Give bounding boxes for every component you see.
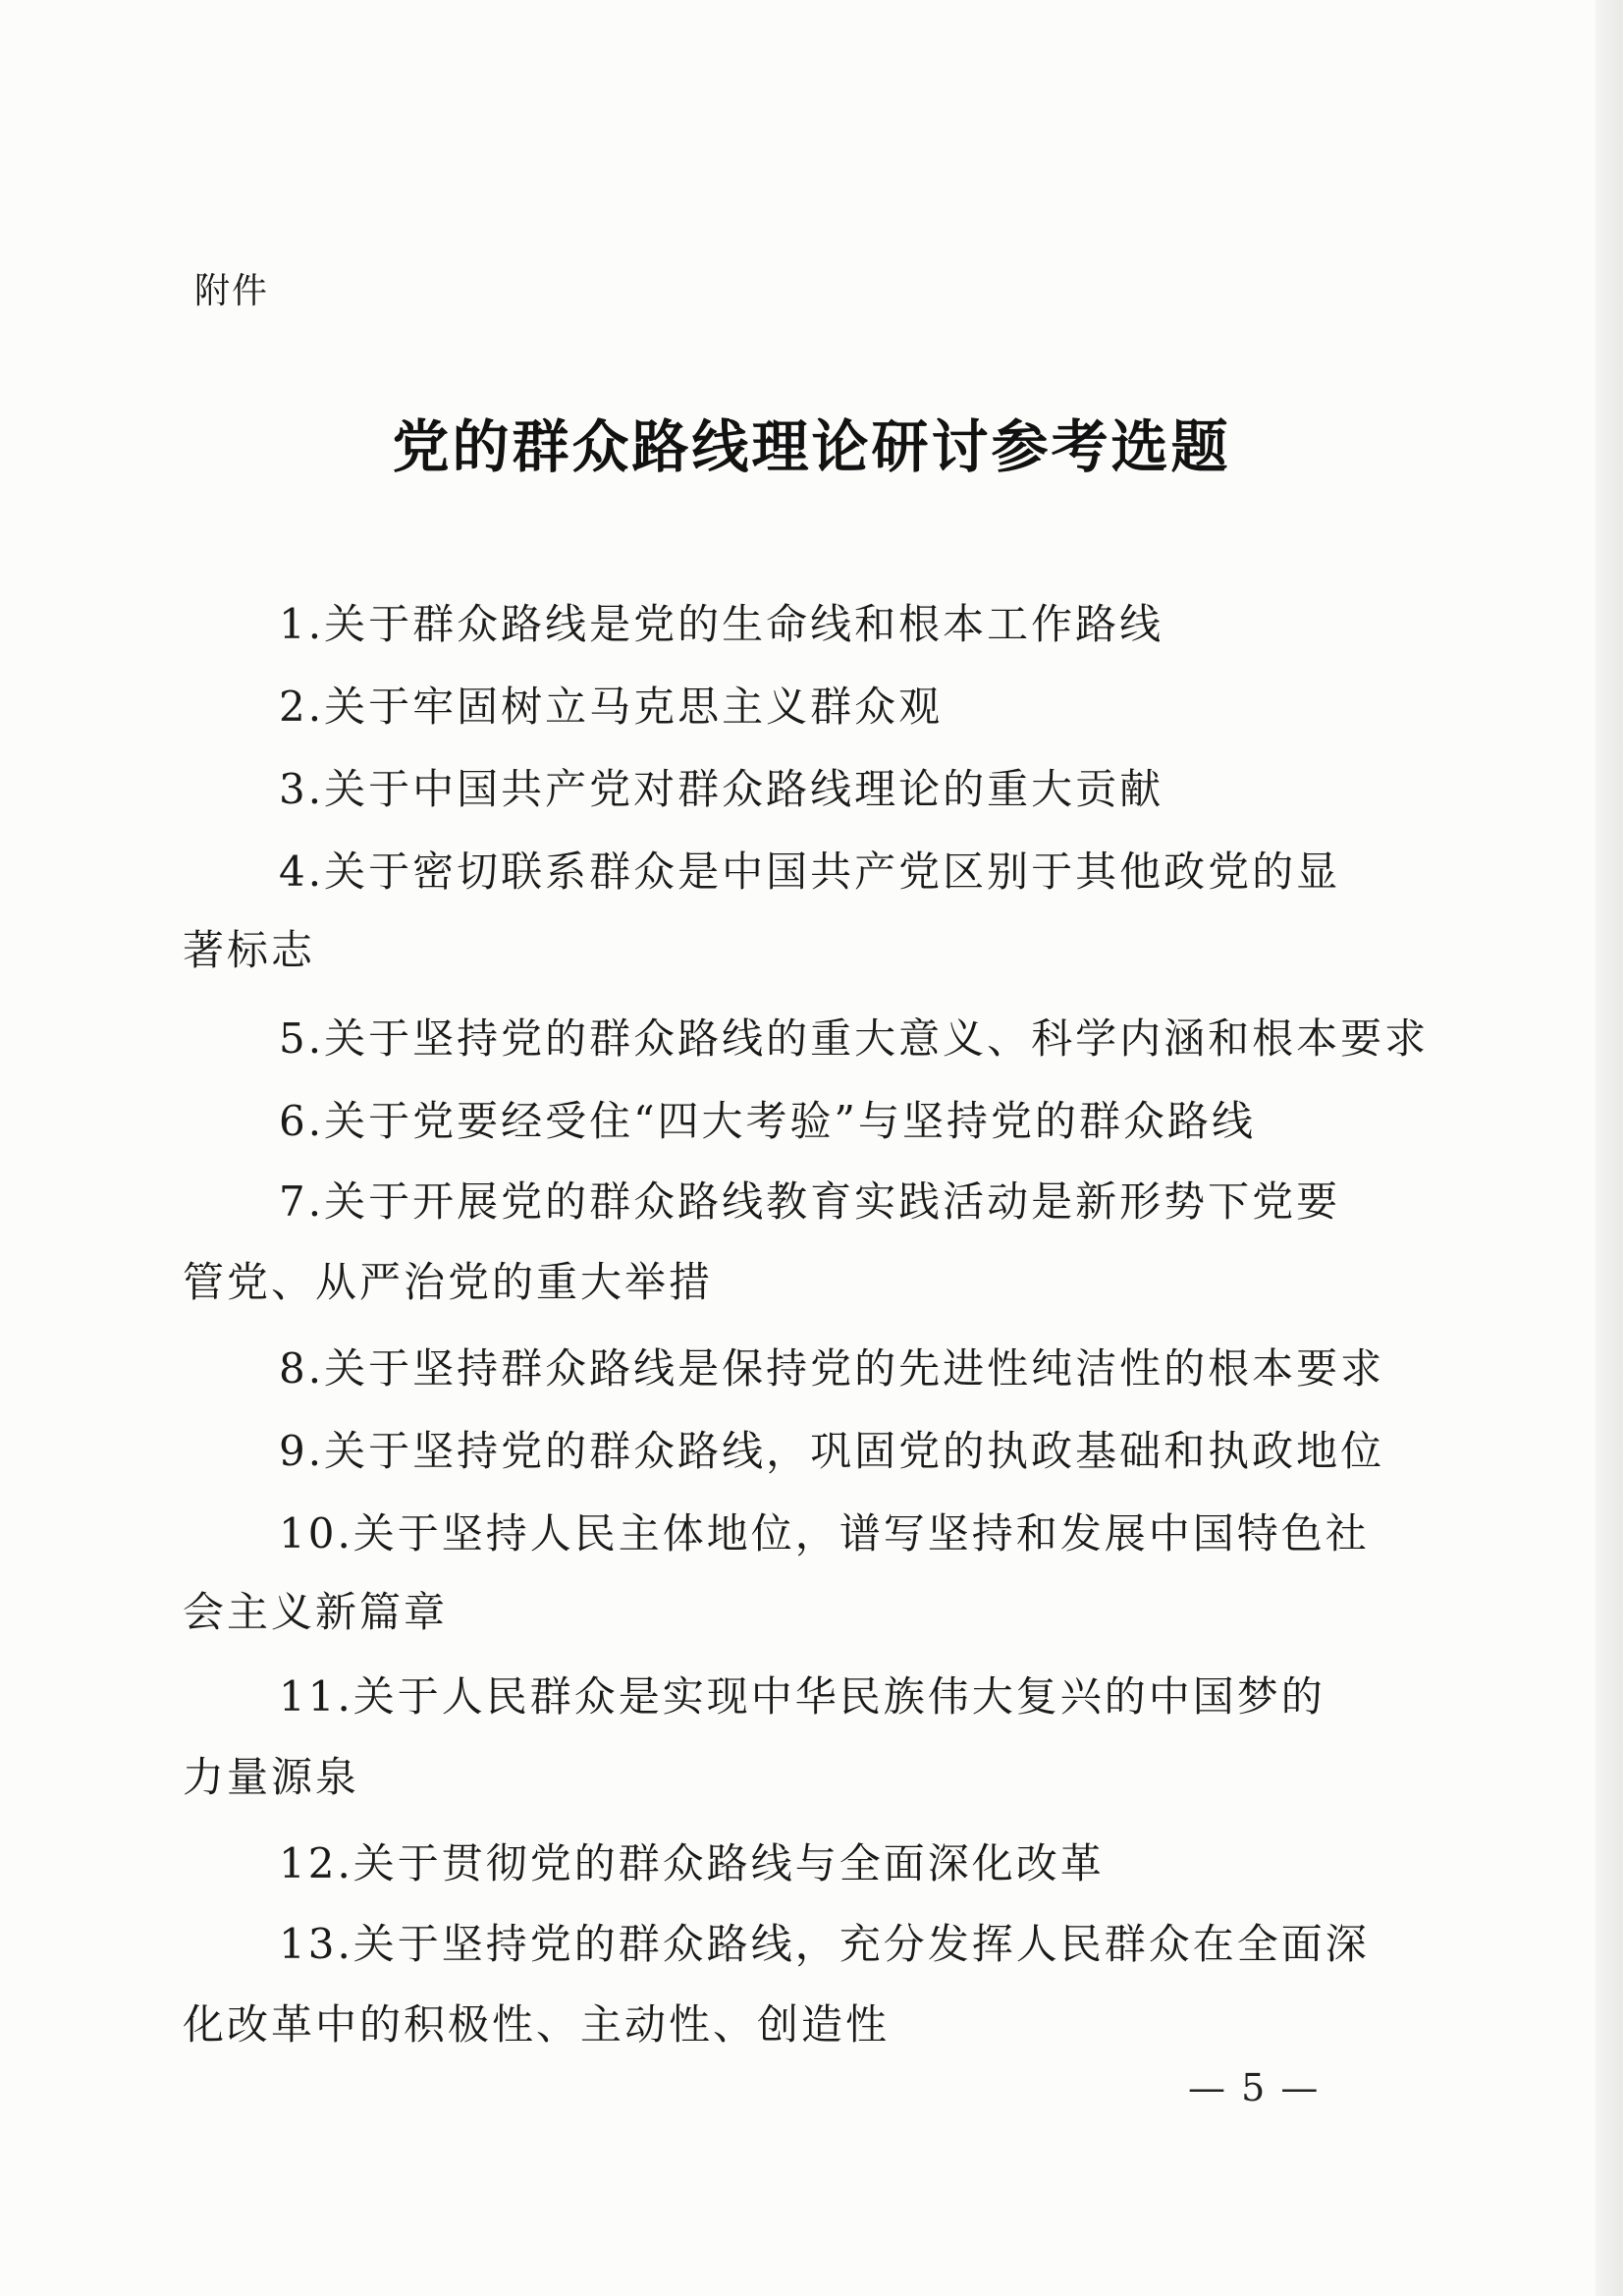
topic-item-8: 8.关于坚持群众路线是保持党的先进性纯洁性的根本要求 <box>279 1344 1385 1393</box>
topic-item-4: 4.关于密切联系群众是中国共产党区别于其他政党的显 <box>279 847 1341 896</box>
topic-item-10-continuation: 会主义新篇章 <box>183 1588 449 1636</box>
document-title: 党的群众路线理论研讨参考选题 <box>392 413 1231 480</box>
topic-item-4-continuation: 著标志 <box>183 926 316 974</box>
topic-item-13-continuation: 化改革中的积极性、主动性、创造性 <box>183 2000 891 2049</box>
topic-item-13: 13.关于坚持党的群众路线，充分发挥人民群众在全面深 <box>279 1920 1370 1968</box>
topic-item-7: 7.关于开展党的群众路线教育实践活动是新形势下党要 <box>279 1177 1341 1226</box>
topic-item-10: 10.关于坚持人民主体地位，谱写坚持和发展中国特色社 <box>279 1509 1370 1558</box>
topic-item-1: 1.关于群众路线是党的生命线和根本工作路线 <box>279 600 1164 648</box>
page-edge-shadow <box>1596 0 1623 2296</box>
topic-item-3: 3.关于中国共产党对群众路线理论的重大贡献 <box>279 765 1164 813</box>
annex-label: 附件 <box>194 271 270 311</box>
topic-item-2: 2.关于牢固树立马克思主义群众观 <box>279 683 944 731</box>
topic-item-12: 12.关于贯彻党的群众路线与全面深化改革 <box>279 1839 1105 1887</box>
page-number: — 5 — <box>1188 2066 1321 2109</box>
topic-item-6: 6.关于党要经受住“四大考验”与坚持党的群众路线 <box>279 1097 1257 1145</box>
topic-item-5: 5.关于坚持党的群众路线的重大意义、科学内涵和根本要求 <box>279 1014 1430 1063</box>
topic-item-7-continuation: 管党、从严治党的重大举措 <box>183 1258 714 1306</box>
topic-item-11-continuation: 力量源泉 <box>183 1753 360 1801</box>
topic-item-11: 11.关于人民群众是实现中华民族伟大复兴的中国梦的 <box>279 1672 1325 1721</box>
topic-item-9: 9.关于坚持党的群众路线，巩固党的执政基础和执政地位 <box>279 1427 1385 1475</box>
